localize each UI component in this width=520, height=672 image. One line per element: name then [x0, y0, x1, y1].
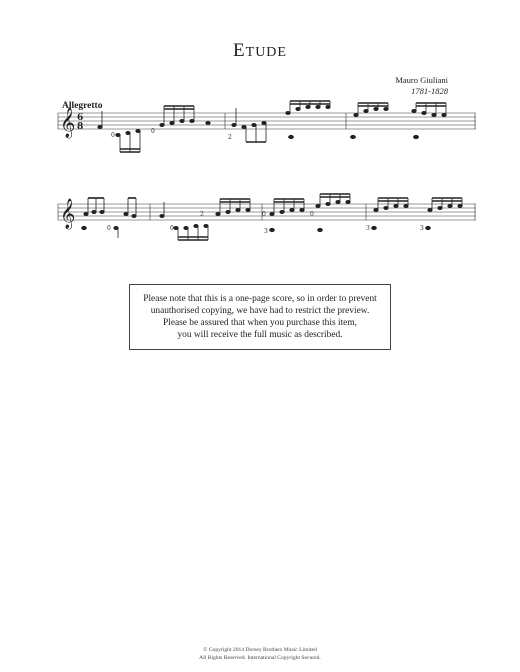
copyright-line-1: © Copyright 2014 Dorsey Brothers Music Limited: [203, 647, 317, 653]
title-initial: E: [233, 40, 246, 61]
svg-text:0: 0: [310, 211, 314, 218]
svg-text:0: 0: [111, 132, 115, 139]
svg-text:0: 0: [262, 211, 266, 218]
staff-system-1: [58, 113, 476, 129]
composer-dates: 1781-1828: [411, 86, 448, 96]
notice-line-4: you will receive the full music as described.: [177, 330, 343, 340]
fingering-numbers: [107, 128, 424, 235]
treble-clef-2: 𝄞: [60, 199, 76, 229]
staff-system-2: [58, 204, 476, 220]
copyright-footer: [0, 647, 520, 662]
composer-name: Mauro Giuliani: [395, 75, 448, 85]
svg-text:2: 2: [228, 134, 232, 141]
notice-line-2: unauthorised copying, we have had to restrict the preview.: [150, 306, 370, 316]
copyright-line-2: All Rights Reserved. International Copyright Secured.: [199, 654, 321, 661]
svg-text:3: 3: [264, 228, 268, 235]
svg-text:0: 0: [151, 128, 155, 135]
title-rest: TUDE: [245, 45, 287, 60]
notice-line-3: Please be assured that when you purchase this item,: [163, 318, 357, 328]
time-sig-bottom: 8: [77, 122, 84, 132]
svg-text:2: 2: [200, 211, 204, 218]
treble-clef: 𝄞: [60, 108, 76, 138]
tempo-marking: Allegretto: [62, 101, 103, 111]
svg-text:3: 3: [366, 225, 370, 232]
notice-line-1: Please note that this is a one-page score, so in order to prevent: [143, 294, 377, 304]
svg-text:3: 3: [420, 225, 424, 232]
system-1-notes: [98, 101, 446, 152]
time-sig-top: 6: [77, 113, 84, 123]
system-2-notes: [82, 194, 463, 240]
svg-text:0: 0: [170, 225, 174, 232]
svg-text:0: 0: [107, 225, 111, 232]
preview-notice: [129, 284, 391, 350]
